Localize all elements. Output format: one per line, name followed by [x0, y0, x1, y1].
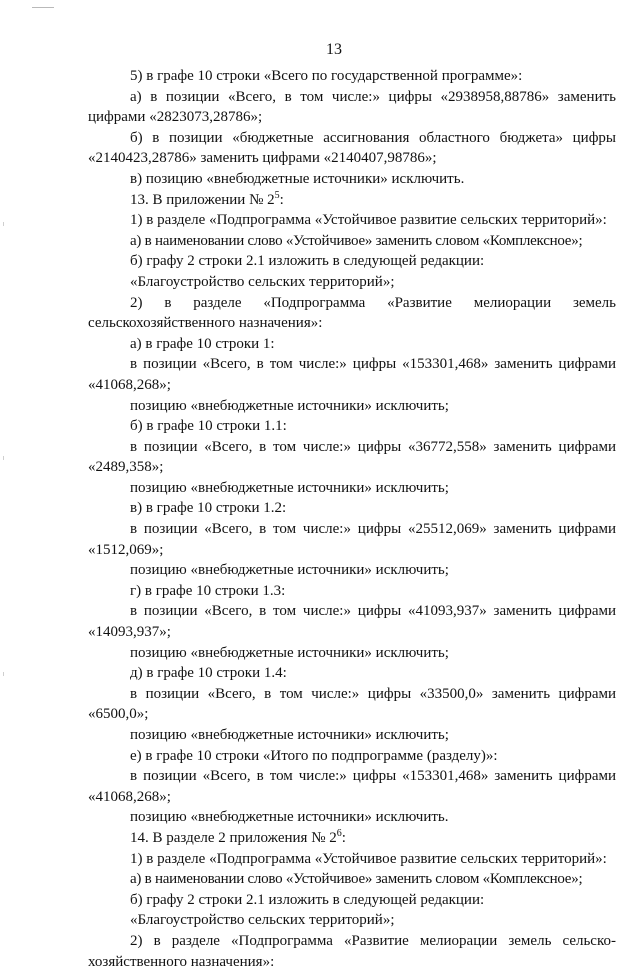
- paragraph: в позиции «Всего, в том числе:» цифры «153301,468» заменить цифрами «41068,268»;: [88, 356, 616, 393]
- scan-edge-dot: [3, 456, 4, 460]
- paragraph: в позиции «Всего, в том числе:» цифры «25512,069» заменить цифрами «1512,069»;: [88, 521, 616, 558]
- superscript: 6: [336, 827, 342, 839]
- paragraph: позицию «внебюджетные источники» исключить;: [130, 644, 449, 661]
- scan-edge-dot: [3, 672, 4, 676]
- paragraph: б) графу 2 строки 2.1 изложить в следующей редакции:: [130, 253, 485, 270]
- paragraph: б) в позиции «бюджетные ассигнования областного бюджета» цифры «2140423,28786» заменить цифрами «2140407,98786»;: [88, 129, 616, 167]
- scan-edge-dot: [3, 222, 4, 226]
- paragraph: д) в графе 10 строки 1.4:: [130, 665, 287, 682]
- scan-mark: [32, 7, 54, 8]
- paragraph: позицию «внебюджетные источники» исключить;: [130, 397, 449, 414]
- paragraph: в) позицию «внебюджетные источники» исключить.: [130, 170, 465, 187]
- paragraph: 13. В приложении № $2^5$:: [130, 189, 284, 208]
- document-body: [88, 66, 616, 972]
- paragraph: а) в наименовании слово «Устойчивое» заменить словом «Комплексное»;: [130, 232, 583, 249]
- paragraph: в позиции «Всего, в том числе:» цифры «153301,468» заменить цифрами «41068,268»;: [88, 768, 616, 805]
- superscript: 5: [274, 189, 280, 201]
- paragraph: 14. В разделе 2 приложения № $2^6$:: [130, 827, 346, 846]
- paragraph: 5) в графе 10 строки «Всего по государственной программе»:: [130, 68, 523, 84]
- paragraph: в позиции «Всего, в том числе:» цифры «36772,558» заменить цифрами «2489,358»;: [88, 438, 616, 476]
- paragraph: «Благоустройство сельских территорий»;: [130, 912, 395, 929]
- paragraph: 2) в разделе «Подпрограмма «Развитие мелиорации земель сельскохозяйственного назначения»:: [88, 294, 616, 332]
- paragraph: г) в графе 10 строки 1.3:: [130, 582, 286, 599]
- paragraph: 1) в разделе «Подпрограмма «Устойчивое развитие сельских территорий»:: [130, 212, 607, 229]
- paragraph: «Благоустройство сельских территорий»;: [130, 273, 395, 290]
- paragraph: в позиции «Всего, в том числе:» цифры «33500,0» заменить цифрами «6500,0»;: [88, 685, 616, 723]
- paragraph: а) в графе 10 строки 1:: [130, 335, 275, 352]
- paragraph: е) в графе 10 строки «Итого по подпрограмме (разделу)»:: [130, 747, 498, 764]
- paragraph: в) в графе 10 строки 1.2:: [130, 500, 287, 517]
- paragraph: б) в графе 10 строки 1.1:: [130, 418, 287, 435]
- paragraph: в позиции «Всего, в том числе:» цифры «41093,937» заменить цифрами «14093,937»;: [88, 603, 616, 641]
- paragraph: 1) в разделе «Подпрограмма «Устойчивое развитие сельских территорий»:: [130, 850, 607, 867]
- paragraph: 2) в разделе «Подпрограмма «Развитие мелиорации земель сельско-хозяйственного назначения»:: [88, 932, 616, 970]
- paragraph: б) графу 2 строки 2.1 изложить в следующей редакции:: [130, 891, 485, 908]
- paragraph: позицию «внебюджетные источники» исключить.: [130, 809, 449, 826]
- page-number: 13: [326, 41, 342, 58]
- paragraph: позицию «внебюджетные источники» исключить;: [130, 562, 449, 579]
- paragraph: позицию «внебюджетные источники» исключить;: [130, 479, 449, 496]
- paragraph: а) в наименовании слово «Устойчивое» заменить словом «Комплексное»;: [130, 871, 583, 888]
- paragraph: а) в позиции «Всего, в том числе:» цифры «2938958,88786» заменить цифрами «2823073,28786»;: [88, 88, 616, 126]
- paragraph: позицию «внебюджетные источники» исключить;: [130, 727, 449, 743]
